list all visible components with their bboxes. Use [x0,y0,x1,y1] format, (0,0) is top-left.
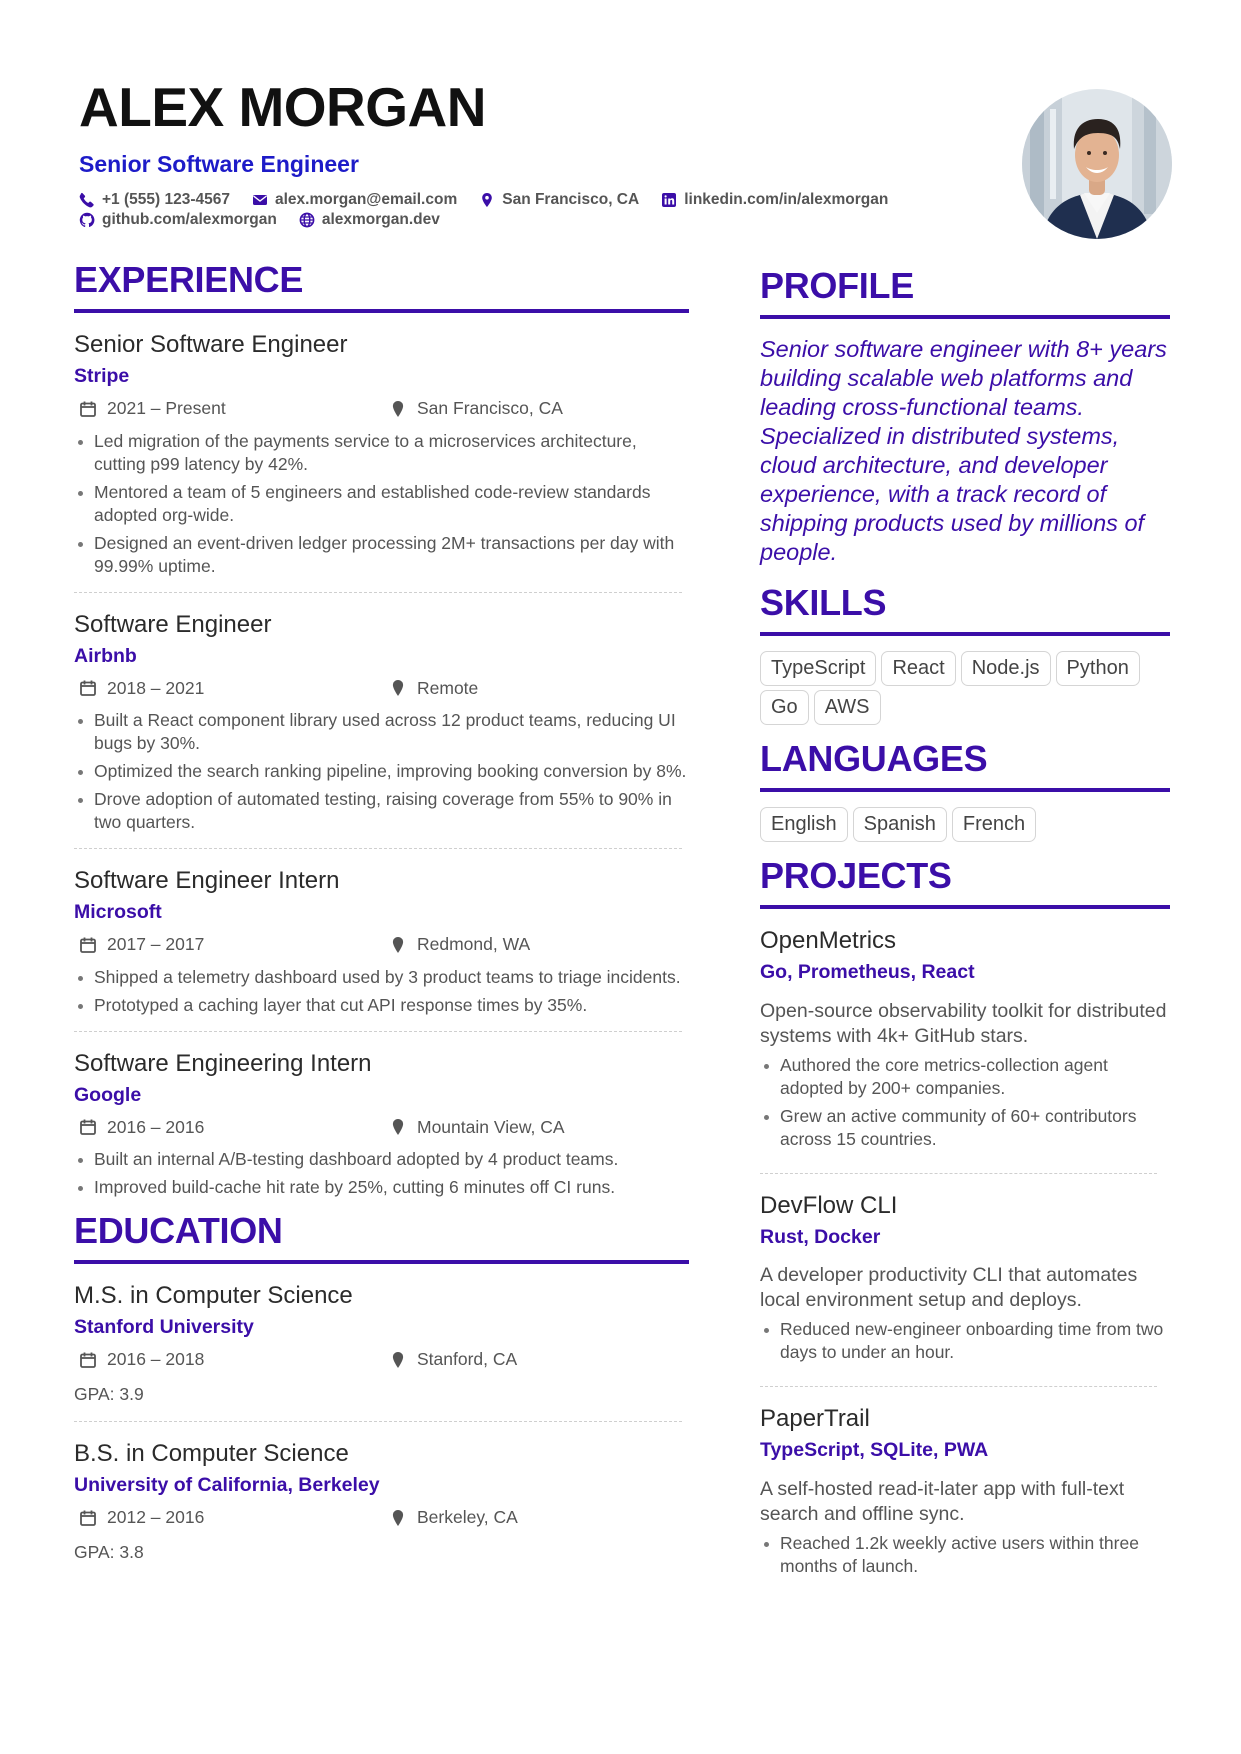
profile-summary: Senior software engineer with 8+ years building scalable web platforms and leading cross-functional teams. Specialized in distributed systems, cloud architecture, and developer experience, with a track record of shipping products used by millions of people. [760,336,1167,565]
project-description: Open-source observability toolkit for distributed systems with 4k+ GitHub stars. [760,999,1167,1047]
language-tag: French [952,807,1036,842]
calendar-icon [79,400,97,418]
profile-heading: PROFILE [760,265,914,306]
skill-tag: Python [1056,651,1140,686]
contact-github[interactable] [79,211,277,229]
section-divider [74,1031,682,1032]
degree-title: M.S. in Computer Science [74,1282,353,1309]
map-pin-icon [389,400,407,418]
job-meta [74,935,689,955]
languages-section [760,738,1170,846]
education-item [74,1284,689,1403]
skill-tag: Go [760,690,809,725]
education-item [74,1442,689,1561]
company-name: Airbnb [74,644,137,667]
company-name: Stripe [74,365,130,387]
job-dates [74,1117,384,1138]
job-bullets [74,966,689,1017]
bullet-item: Authored the core metrics-collection agent adopted by 200+ companies. [760,1054,1170,1100]
company-name: Microsoft [74,901,162,923]
bullet-item: Mentored a team of 5 engineers and established code-review standards adopted org-wide. [74,481,689,527]
skills-tags [760,651,1170,729]
bullet-item: Improved build-cache hit rate by 25%, cutting 6 minutes off CI runs. [74,1176,689,1199]
language-tags [760,807,1170,846]
globe-icon [299,212,315,228]
profile-photo [1022,89,1172,239]
project-bullets [760,1532,1170,1578]
projects-heading-rule [760,905,1170,909]
projects-section [760,855,1170,1578]
job-dates-text: 2016 – 2016 [107,1116,205,1137]
calendar-icon [79,679,97,697]
contact-linkedin[interactable] [661,191,888,209]
map-pin-icon [389,679,407,697]
job-location-text: Remote [417,677,479,698]
bullet-item: Shipped a telemetry dashboard used by 3 product teams to triage incidents. [74,966,689,989]
degree-title: B.S. in Computer Science [74,1440,349,1467]
language-tag: English [760,807,848,842]
map-pin-icon [389,1118,407,1136]
section-divider [74,592,682,593]
job-location [384,678,478,699]
education-section [74,1210,689,1562]
resume-header [79,76,979,240]
skill-tag: TypeScript [760,651,876,686]
linkedin-icon [661,192,677,208]
education-location-text: Berkeley, CA [417,1507,518,1527]
job-dates-text: 2021 – Present [107,398,226,418]
job-location-text: Mountain View, CA [417,1116,565,1137]
job-dates [74,398,384,419]
map-pin-icon [389,1509,407,1527]
bullet-item: Reached 1.2k weekly active users within three months of launch. [760,1532,1170,1578]
project-item [760,929,1170,1151]
skill-tag: Node.js [961,651,1051,686]
bullet-item: Optimized the search ranking pipeline, improving booking conversion by 8%. [74,760,689,783]
bullet-item: Built a React component library used across 12 product teams, reducing UI bugs by 30%. [74,709,689,755]
phone-text: +1 (555) 123-4567 [102,191,230,208]
education-meta [74,1350,689,1370]
candidate-name: ALEX MORGAN [79,76,486,138]
school-name: University of California, Berkeley [74,1474,380,1496]
education-location-text: Stanford, CA [417,1349,518,1369]
project-bullets [760,1054,1170,1151]
gpa: GPA: 3.9 [74,1383,144,1404]
bullet-item: Designed an event-driven ledger processing 2M+ transactions per day with 99.99% uptime. [74,532,689,578]
contact-info [79,190,979,230]
calendar-icon [79,1118,97,1136]
project-stack: Go, Prometheus, React [760,961,975,983]
projects-heading: PROJECTS [760,855,952,896]
map-pin-icon [479,192,495,208]
calendar-icon [79,1351,97,1369]
job-dates-text: 2018 – 2021 [107,677,205,698]
education-location [384,1349,517,1370]
experience-heading-rule [74,309,689,313]
linkedin-text: linkedin.com/in/alexmorgan [684,191,889,208]
skills-heading-rule [760,632,1170,636]
project-stack: Rust, Docker [760,1225,881,1248]
contact-email[interactable] [252,191,457,209]
education-dates-text: 2012 – 2016 [107,1507,205,1527]
education-dates-text: 2016 – 2018 [107,1349,205,1369]
bullet-item: Led migration of the payments service to a microservices architecture, cutting p99 latency by 42%. [74,430,689,476]
languages-heading-rule [760,788,1170,792]
education-dates [74,1507,384,1528]
map-pin-icon [389,936,407,954]
bullet-item: Reduced new-engineer onboarding time from two days to under an hour. [760,1318,1170,1364]
job-meta [74,1117,689,1137]
calendar-icon [79,936,97,954]
job-meta [74,399,689,419]
bullet-item: Drove adoption of automated testing, raising coverage from 55% to 90% in two quarters. [74,788,689,834]
job-title: Software Engineer Intern [74,867,340,894]
education-dates [74,1349,384,1370]
project-item [760,1191,1170,1365]
phone-icon [79,192,95,208]
job-bullets [74,430,689,578]
job-dates [74,678,384,699]
location-text: San Francisco, CA [502,191,640,208]
section-divider [760,1173,1157,1174]
project-stack: TypeScript, SQLite, PWA [760,1439,989,1461]
contact-website[interactable] [299,211,440,229]
skill-tag: React [881,651,955,686]
company-name: Google [74,1083,142,1106]
job-location-text: San Francisco, CA [417,398,563,418]
profile-section [760,265,1170,567]
job-bullets [74,709,689,834]
github-icon [79,212,95,228]
job-location-text: Redmond, WA [417,934,531,954]
skills-heading: SKILLS [760,582,887,623]
project-description: A self-hosted read-it-later app with full-text search and offline sync. [760,1477,1125,1525]
github-text: github.com/alexmorgan [102,211,277,228]
bullet-item: Built an internal A/B-testing dashboard adopted by 4 product teams. [74,1148,689,1171]
job-title: Software Engineering Intern [74,1049,372,1077]
project-name: DevFlow CLI [760,1191,898,1219]
skills-section [760,582,1170,729]
job-location [384,934,530,955]
gpa: GPA: 3.8 [74,1541,144,1562]
email-text: alex.morgan@email.com [274,191,458,208]
experience-item [74,1049,689,1200]
calendar-icon [79,1509,97,1527]
skill-tag: AWS [814,690,881,725]
experience-item [74,610,689,835]
school-name: Stanford University [74,1316,254,1338]
job-dates [74,934,384,955]
section-divider [74,1421,682,1422]
avatar-illustration [1022,89,1172,239]
job-title: Software Engineer [74,610,272,638]
job-meta [74,678,689,698]
left-column [74,259,689,1562]
job-location [384,398,563,419]
languages-heading: LANGUAGES [760,738,988,779]
job-bullets [74,1148,689,1199]
contact-phone[interactable] [79,191,230,209]
email-icon [252,192,268,208]
job-title: Senior Software Engineer [74,331,348,358]
job-location [384,1117,565,1138]
contact-location [479,191,639,209]
education-heading-rule [74,1260,689,1264]
experience-item [74,333,689,578]
project-bullets [760,1318,1170,1364]
project-item [760,1407,1170,1578]
job-dates-text: 2017 – 2017 [107,934,205,954]
experience-heading: EXPERIENCE [74,259,304,300]
education-location [384,1507,518,1528]
candidate-title: Senior Software Engineer [79,151,359,177]
language-tag: Spanish [853,807,947,842]
website-text: alexmorgan.dev [321,211,440,228]
right-column [760,262,1170,1583]
bullet-item: Grew an active community of 60+ contributors across 15 countries. [760,1105,1170,1151]
bullet-item: Prototyped a caching layer that cut API response times by 35%. [74,994,689,1017]
section-divider [760,1386,1157,1387]
project-name: OpenMetrics [760,927,897,954]
experience-section [74,259,689,1199]
experience-item [74,869,689,1017]
map-pin-icon [389,1351,407,1369]
education-heading: EDUCATION [74,1210,283,1251]
project-name: PaperTrail [760,1405,870,1432]
education-meta [74,1508,689,1528]
section-divider [74,848,682,849]
project-description: A developer productivity CLI that automates local environment setup and deploys. [760,1264,1138,1311]
profile-heading-rule [760,315,1170,319]
